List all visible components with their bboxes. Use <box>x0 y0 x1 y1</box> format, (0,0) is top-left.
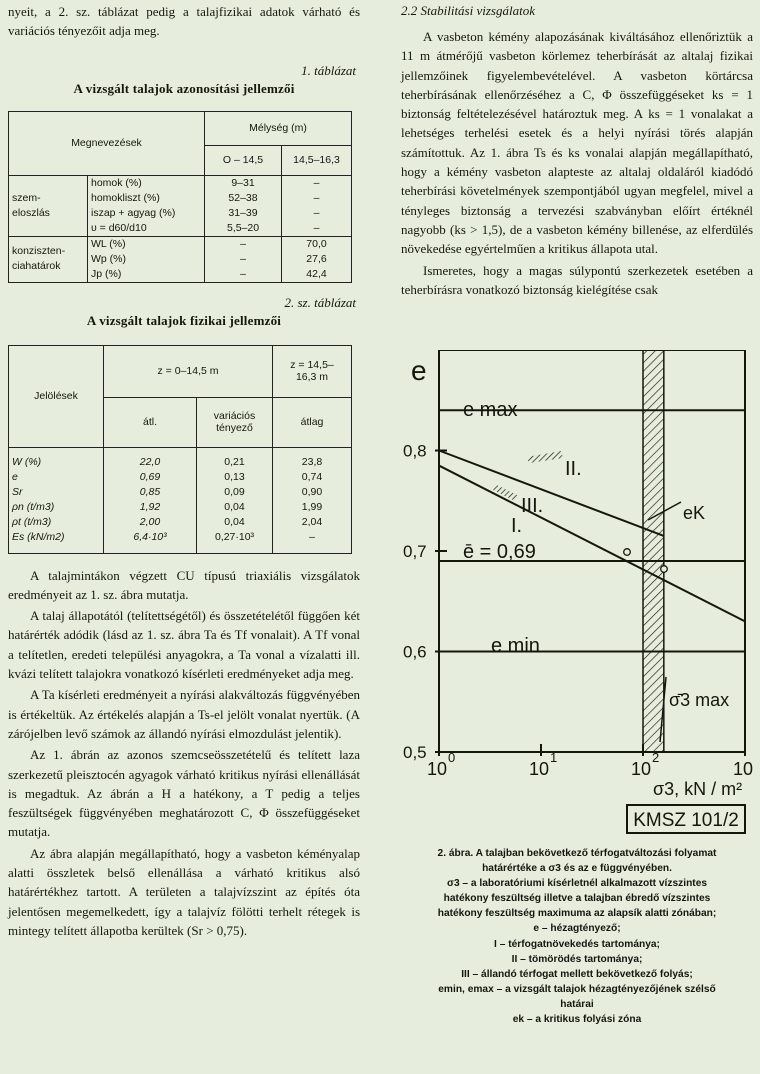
table1-group1-items: homok (%) homokliszt (%) iszap + agyag (%) υ = d60/d10 <box>88 175 205 236</box>
table2-title: A vizsgált talajok fizikai jellemzői <box>86 312 282 328</box>
table1-header-d1: O – 14,5 <box>205 145 282 175</box>
right-paragraph-1: A vasbeton kémény alapozásának kiváltásához ellenőriztük a 11 m átmérőjű vasbeton körlemez teherbírását az altalaj fizikai jellemzőinek figyelembevételével. A vasbeton körtárcsa teherbírásának ellenőrzéséhez a C, Φ összefüggéseket ks = 1 biztonság feltételezésével határoztuk meg. A ks = 1 vonalakat a lehetséges terhelési esetek és a helyi nyírási törés alapján számítottuk. Az 1. ábra Ts és ks vonalai alapján megállapítható, hogy a kémény vasbeton alapteste az altalaj oldaláról kiadódó teherbírási követelmények szempontjából ugyan megfelel, mivel a tényleges biztonság a tervezési szabványban előírt értéknél nagyobb (ks > 1,5), de a vasbeton kémény billenése, az elferdülés növekedése egyértelműen a kritikus állapota utal. <box>401 29 753 257</box>
intro-paragraph: nyeit, a 2. sz. táblázat pedig a talajfizikai adatok várható és variációs tényezőit adja meg. <box>8 4 360 39</box>
table1-group1-col1: 9–31 52–38 31–39 5,5–20 <box>205 175 282 236</box>
y-tick-label: 0,7 <box>403 542 427 561</box>
x-tick-label: 10 <box>427 759 448 779</box>
left-column <box>8 0 360 940</box>
table1-number: 1. táblázat <box>301 62 356 78</box>
y-tick-labels <box>403 442 427 763</box>
zone-i-label: I. <box>511 515 523 537</box>
x-tick-exponent: 1 <box>550 750 558 765</box>
x-tick-label: 10 <box>733 759 753 779</box>
ek-label: eK <box>683 503 706 523</box>
ebar-label: ē = 0,69 <box>463 541 536 563</box>
emax-label: e max <box>463 399 518 421</box>
table2-number: 2. sz. táblázat <box>284 294 356 310</box>
paragraph-2: A talaj állapotától (telítettségétől) és összetételétől függően két határérték adódik (lásd az 1. sz. ábra Ta és Tf vonalait). A Tf vonal a telítetlen, eredeti települési anyagokra, a Ta vonal a vízalatti ill. kvázi telített talajokra vonatkozó kísérleti eredményeket adja meg. <box>8 608 360 682</box>
table1-title: A vizsgált talajok azonosítási jellemzői <box>73 80 295 96</box>
table2-header-avg: átl. <box>104 397 197 447</box>
table1-group1-label: szem- eloszlás <box>9 175 88 236</box>
x-tick-label: 10 <box>529 759 550 779</box>
x-tick-labels <box>427 750 753 779</box>
table1-group2-label: konziszten- ciahatárok <box>9 236 88 282</box>
x-ticks <box>439 744 745 756</box>
x-tick-label: 10 <box>631 759 652 779</box>
zone-ii-label: II. <box>565 458 582 480</box>
intersection-point-2 <box>661 566 668 573</box>
x-tick-exponent: 0 <box>448 750 456 765</box>
table1-group1-col2: – – – – <box>282 175 352 236</box>
y-ticks <box>435 451 447 753</box>
paragraph-4: Az 1. ábrán az azonos szemcseösszetételű és telített laza szerkezetű pleisztocén agyagok várható kritikus nyírási ellenállását is megadtuk. Az ábrán a H a hatékony, a T pedig a teljes feszültségek függvényében meghatározott C, Φ összefüggéseket mutatja. <box>8 747 360 840</box>
table2-var-col: 0,21 0,13 0,09 0,04 0,04 0,27·10³ <box>197 447 273 553</box>
paragraph-5: Az ábra alapján megállapítható, hogy a vasbeton kéményalap alatti összletek belső ellenállása a várható kritikus alsó határértékhez tartott. A területen a talajvízszint az építés óta jelentősen megemelkedett, így a talajvíz fölötti terhelt rétegek is mintegy telített állapotba kerültek (Sr > 0,75). <box>8 845 360 938</box>
table1-header-name: Megnevezések <box>9 111 205 175</box>
table2-header-var: variációs tényező <box>197 397 273 447</box>
emin-label: e min <box>491 635 540 657</box>
s3max-label: σ̄3 max <box>669 690 730 710</box>
x-axis-label: σ3, kN / m² <box>653 779 743 799</box>
table2-header-z2: z = 14,5– 16,3 m <box>273 345 352 397</box>
intersection-point-1 <box>624 549 631 556</box>
table2-avg-col: 22,0 0,69 0,85 1,92 2,00 6,4·10³ <box>104 447 197 553</box>
table2-header-z1: z = 0–14,5 m <box>104 345 273 397</box>
y-tick-label: 0,6 <box>403 642 427 662</box>
table1-group2-items: WL (%) Wp (%) Jp (%) <box>88 236 205 282</box>
zone-iii-label: III. <box>521 495 544 517</box>
table1 <box>8 111 352 283</box>
right-column <box>401 0 753 1026</box>
table2-header-symbols: Jelölések <box>9 345 104 447</box>
y-tick-label: 0,5 <box>403 743 427 762</box>
figure-chart <box>401 350 753 840</box>
table2-avg2-col: 23,8 0,74 0,90 1,99 2,04 – <box>273 447 352 553</box>
stamp-label: KMSZ 101/2 <box>633 810 739 831</box>
table1-group2-col1: – – – <box>205 236 282 282</box>
paragraph-1: A talajmintákon végzett CU típusú triaxiális vizsgálatok eredményeit az 1. sz. ábra mutatja. <box>8 567 360 602</box>
zone-ii-hatch <box>527 451 563 463</box>
table2-symbols: W (%) e Sr ρn (t/m3) ρt (t/m3) Es (kN/m2) <box>9 447 104 553</box>
y-axis-label: e <box>411 355 427 386</box>
table1-group2-col2: 70,0 27,6 42,4 <box>282 236 352 282</box>
paragraph-3: A Ta kísérleti eredményeit a nyírási alakváltozás függvényében is értékeltük. Az értékelés alapján a Ts-el jelölt vonalat nyertük. (A zárójelben levő számok az állandó nyírási elmozdulást jelentik). <box>8 687 360 741</box>
section-heading: 2.2 Stabilitási vizsgálatok <box>401 3 535 18</box>
x-tick-exponent: 2 <box>652 750 660 765</box>
right-paragraph-2: Ismeretes, hogy a magas súlypontú szerkezetek esetében a teherbírásra vonatkozó biztonság kielégítése csak <box>401 262 753 297</box>
table2-header-avg2: átlag <box>273 397 352 447</box>
table2 <box>8 345 352 554</box>
table1-header-d2: 14,5–16,3 <box>282 145 352 175</box>
y-tick-label: 0,8 <box>403 441 427 461</box>
figure-caption: 2. ábra. A talajban bekövetkező térfogatváltozási folyamat határértéke a σ3 és az e függvényében. σ3 – a laboratóriumi kísérletnél alkalmazott vízszintes hatékony feszültség illetve a talajban ébredő vízszintes hatékony feszültség maximuma az alapsík alatti zónában; e – hézagtényező; I – térfogatnövekedés tartománya; II – tömörödés tartománya; III – állandó térfogat mellett bekövetkező folyás; emin, emax – a vizsgált talajok hézagtényezőjének szélső határai ek – a kritikus folyási zóna <box>437 848 717 1026</box>
table1-header-depth: Mélység (m) <box>205 111 352 145</box>
